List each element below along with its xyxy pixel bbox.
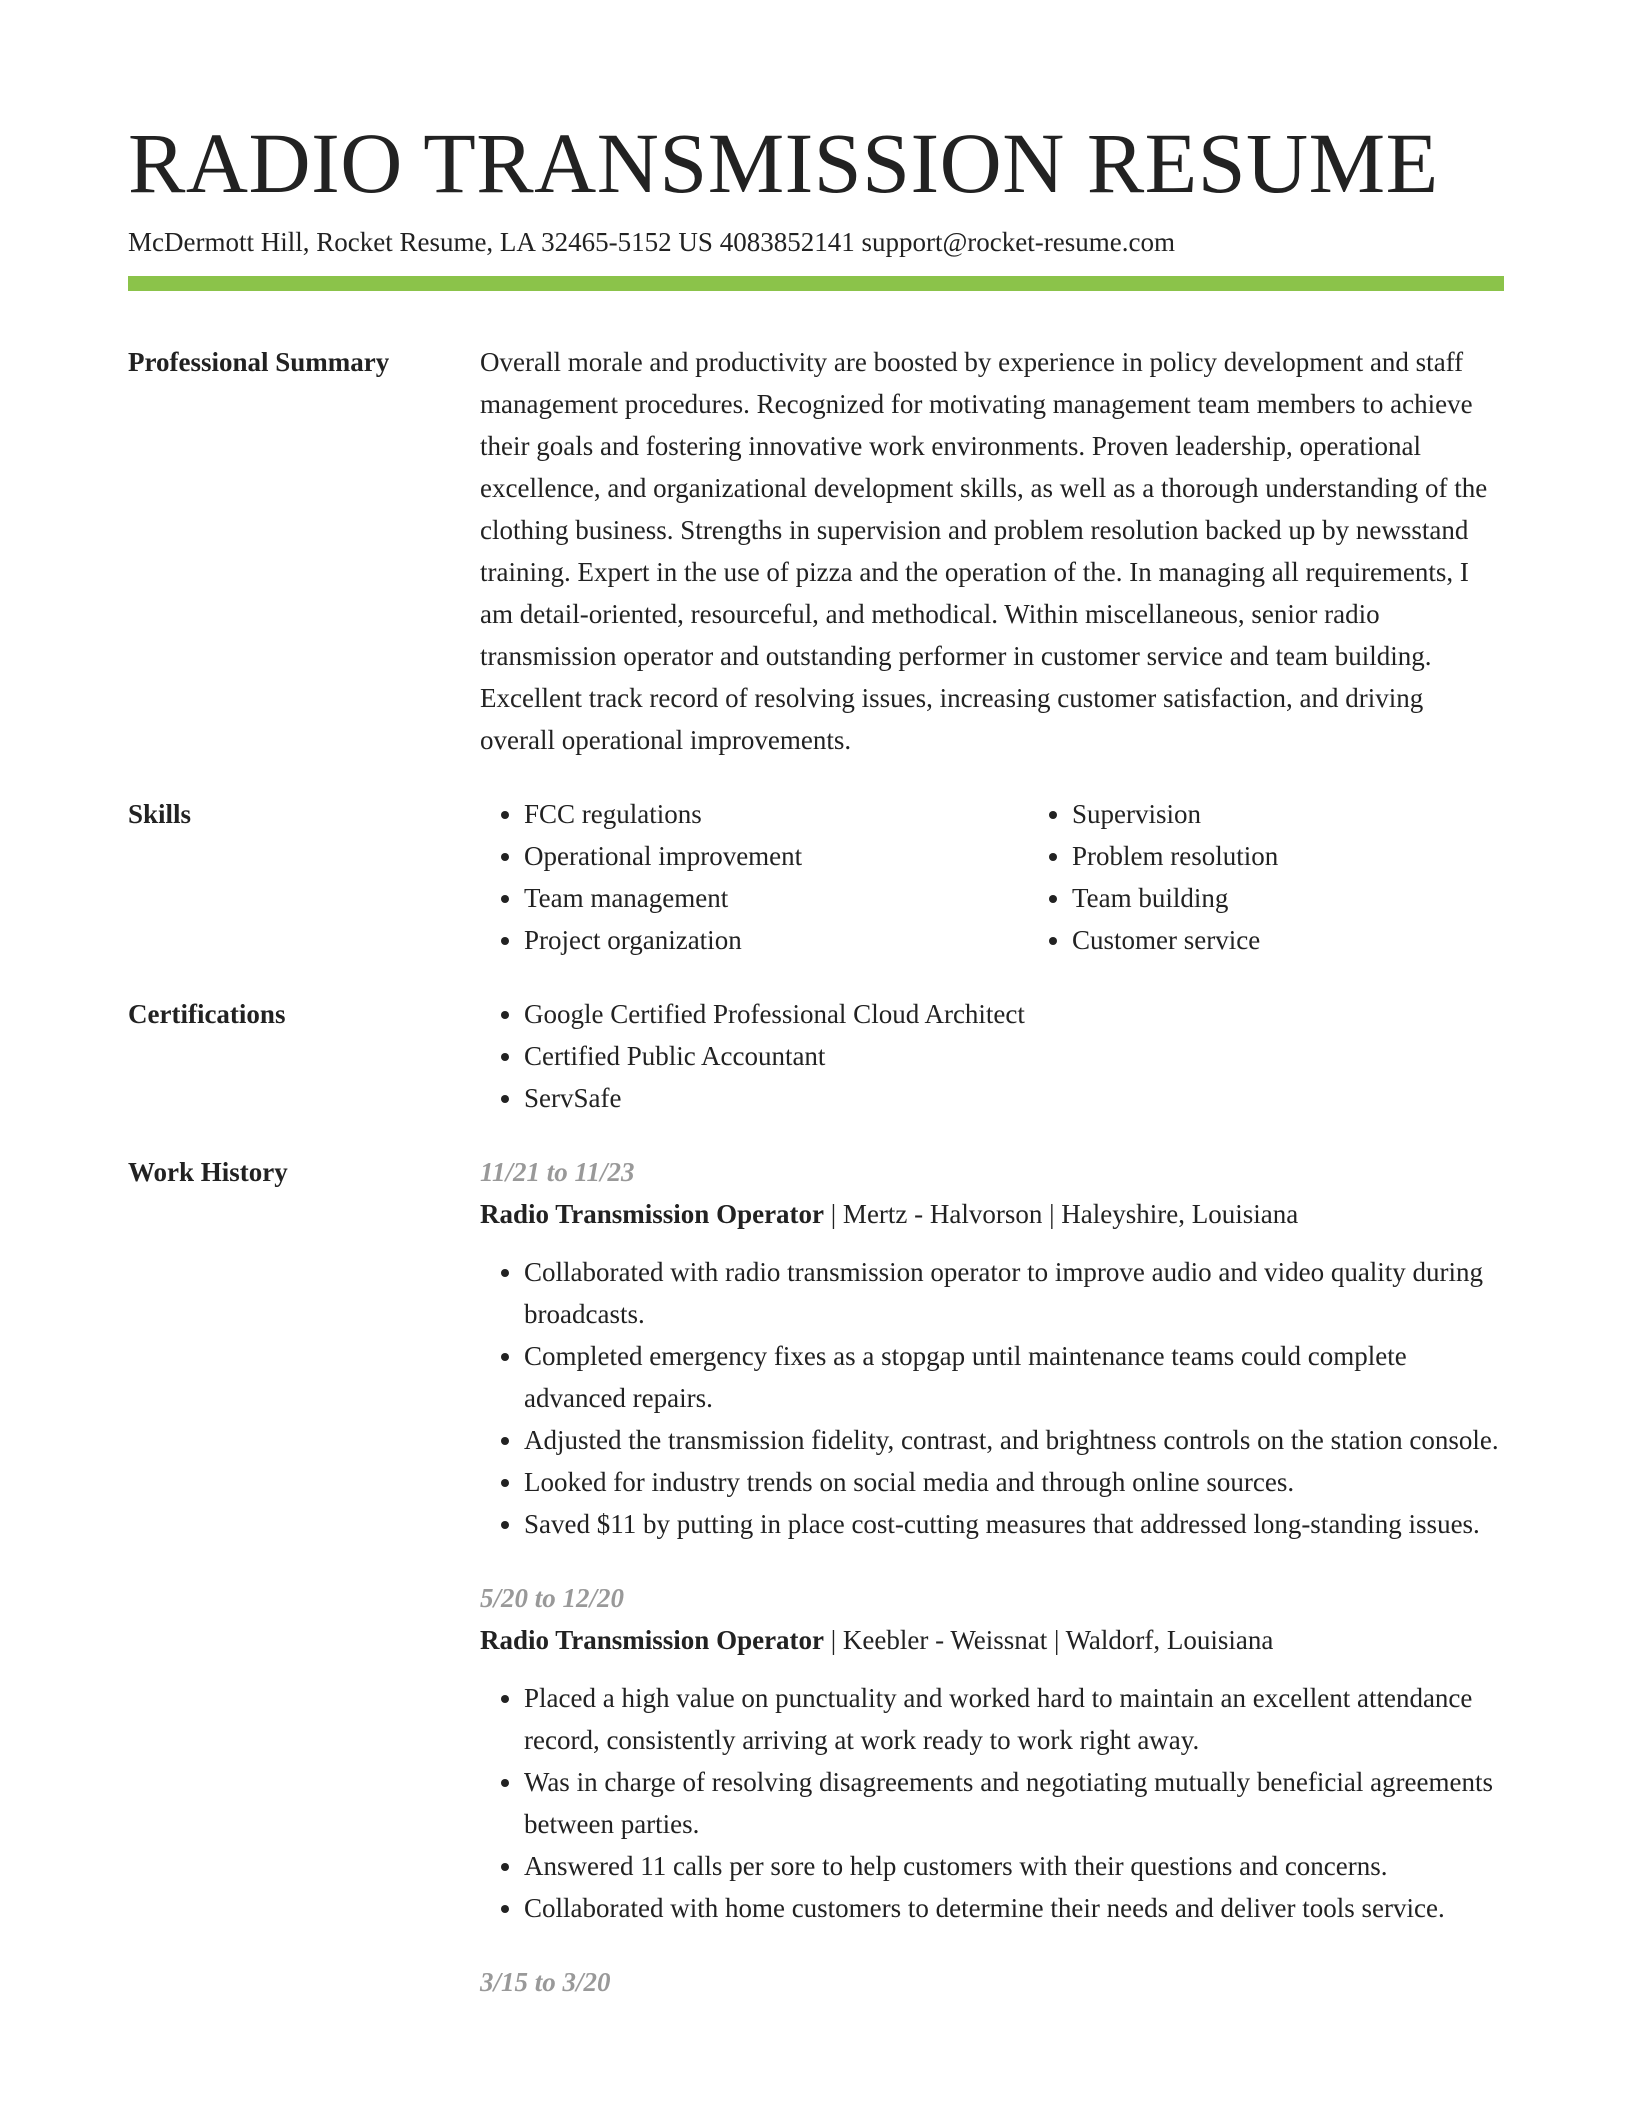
resume-title: RADIO TRANSMISSION RESUME — [128, 115, 1439, 211]
section-heading-work-history: Work History — [128, 1157, 288, 1188]
skill-item: • FCC regulations — [524, 793, 1028, 835]
skill-item: • Problem resolution — [1072, 835, 1576, 877]
section-heading-skills: Skills — [128, 799, 192, 830]
job-bullet-list — [480, 1677, 1504, 1929]
certifications-list — [480, 993, 1504, 1119]
skill-item: • Customer service — [1072, 919, 1576, 961]
skills-list-right — [1028, 793, 1576, 961]
summary-text: Overall morale and productivity are boosted by experience in policy development and staff management procedures. Recognized for motivating management team members to achieve their goals and fostering innovative work environments. Proven leadership, operational excellence, and organizational development skills, as well as a thorough understanding of the clothing business. Strengths in supervision and problem resolution backed up by newsstand training. Expert in the use of pizza and the operation of the. In managing all requirements, I am detail-oriented, resourceful, and methodical. Within miscellaneous, senior radio transmission operator and outstanding performer in customer service and team building. Excellent track record of resolving issues, increasing customer satisfaction, and driving overall operational improvements. — [480, 347, 1488, 756]
skill-item: • Project organization — [524, 919, 1028, 961]
job-bullet: • Adjusted the transmission fidelity, contrast, and brightness controls on the station console. — [524, 1419, 1504, 1461]
certifications-section — [128, 993, 1504, 1119]
skills-list-left — [480, 793, 1028, 961]
job-bullet-list — [480, 1251, 1504, 1545]
skill-item: • Team building — [1072, 877, 1576, 919]
job-title: Radio Transmission Operator — [480, 1199, 825, 1230]
job-heading — [480, 1193, 1504, 1235]
job-heading — [480, 1619, 1504, 1661]
job-bullet: • Completed emergency fixes as a stopgap until maintenance teams could complete advanced repairs. — [524, 1335, 1504, 1419]
job-bullet: • Looked for industry trends on social media and through online sources. — [524, 1461, 1504, 1503]
job-bullet: • Was in charge of resolving disagreements and negotiating mutually beneficial agreements between parties. — [524, 1761, 1504, 1845]
certification-item: • Certified Public Accountant — [524, 1035, 1504, 1077]
certification-item: • ServSafe — [524, 1077, 1504, 1119]
professional-summary-section — [128, 341, 1504, 761]
skills-section — [128, 793, 1504, 961]
resume-page — [128, 0, 1504, 2003]
section-heading-summary: Professional Summary — [128, 347, 390, 378]
section-heading-certifications: Certifications — [128, 999, 286, 1030]
job-dates: 5/20 to 12/20 — [480, 1583, 625, 1614]
accent-divider — [128, 276, 1504, 291]
job-employer-location: | Mertz - Halvorson | Haleyshire, Louisiana — [824, 1199, 1299, 1230]
job-title: Radio Transmission Operator — [480, 1625, 825, 1656]
job-entry — [480, 1577, 1504, 1929]
job-dates: 11/21 to 11/23 — [480, 1157, 635, 1188]
job-bullet: • Answered 11 calls per sore to help customers with their questions and concerns. — [524, 1845, 1504, 1887]
job-dates: 3/15 to 3/20 — [480, 1967, 611, 1998]
job-entry — [480, 1961, 1504, 2003]
certification-item: • Google Certified Professional Cloud Architect — [524, 993, 1504, 1035]
skill-item: • Supervision — [1072, 793, 1576, 835]
job-entry — [480, 1151, 1504, 1545]
job-bullet: • Saved $11 by putting in place cost-cutting measures that addressed long-standing issues. — [524, 1503, 1504, 1545]
skill-item: • Operational improvement — [524, 835, 1028, 877]
skill-item: • Team management — [524, 877, 1028, 919]
work-history-section — [128, 1151, 1504, 2003]
job-employer-location: | Keebler - Weissnat | Waldorf, Louisiana — [824, 1625, 1274, 1656]
job-bullet: • Collaborated with home customers to determine their needs and deliver tools service. — [524, 1887, 1504, 1929]
contact-line: McDermott Hill, Rocket Resume, LA 32465-5152 US 4083852141 support@rocket-resume.com — [128, 227, 1175, 257]
job-bullet: • Collaborated with radio transmission operator to improve audio and video quality during broadcasts. — [524, 1251, 1504, 1335]
job-bullet: • Placed a high value on punctuality and worked hard to maintain an excellent attendance record, consistently arriving at work ready to work right away. — [524, 1677, 1504, 1761]
